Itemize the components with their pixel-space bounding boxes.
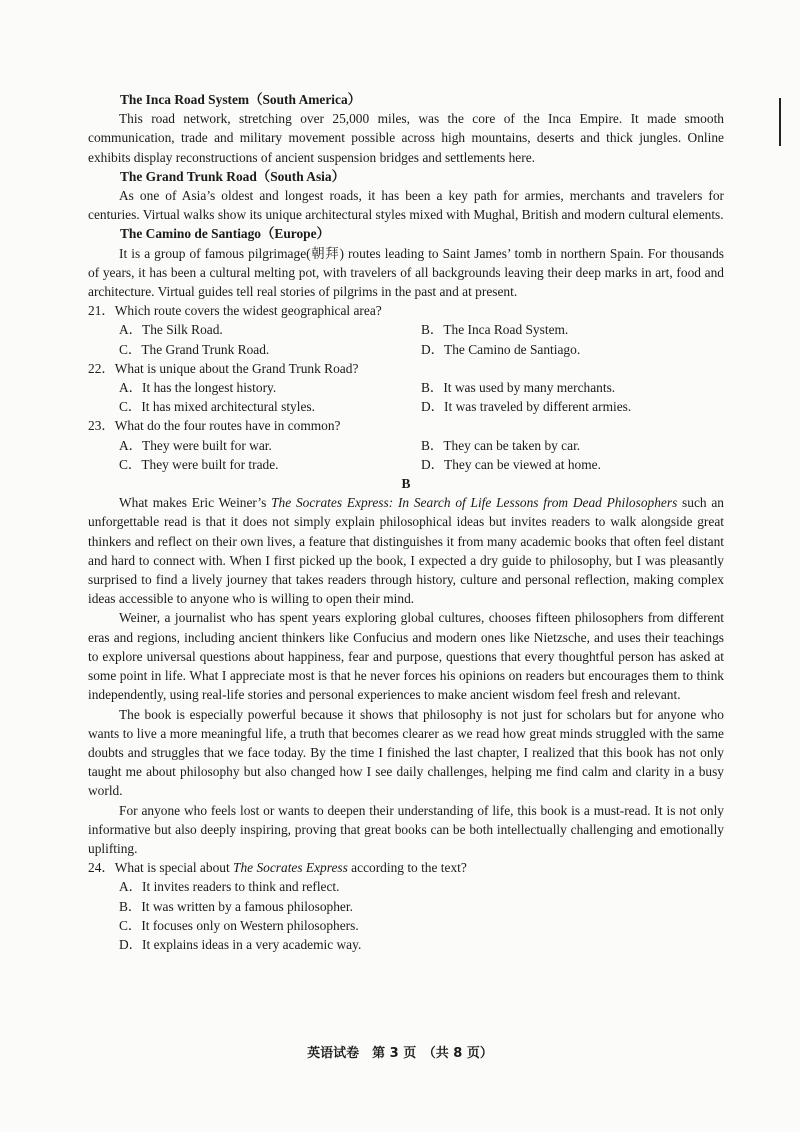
question-23 — [88, 416, 724, 474]
question-stem — [88, 858, 724, 877]
option-d[interactable]: D．It explains ideas in a very academic way. — [119, 936, 362, 952]
margin-mark — [779, 98, 781, 146]
options — [88, 436, 724, 474]
option-d[interactable]: D．It was traveled by different armies. — [421, 399, 632, 415]
option-b[interactable]: B．It was used by many merchants. — [421, 380, 616, 396]
stem-text: according to the text? — [347, 860, 467, 876]
question-22 — [88, 359, 724, 417]
book-title: The Socrates Express — [233, 860, 348, 876]
route-heading-grand-trunk: The Grand Trunk Road（South Asia） — [120, 168, 345, 184]
route-text-grand-trunk: As one of Asia’s oldest and longest roads, it has been a key path for armies, merchants and travelers for centuries. Virtual walks show its unique architectural styles mixed with Mughal, British and modern cultural elements. — [88, 188, 724, 223]
question-24 — [88, 858, 724, 954]
option-d[interactable]: D．The Camino de Santiago. — [421, 341, 581, 357]
options — [88, 877, 724, 954]
option-b[interactable]: B．It was written by a famous philosopher. — [119, 898, 353, 914]
question-21 — [88, 301, 724, 359]
stem-text: 24．What is special about — [88, 860, 234, 876]
question-stem: 23．What do the four routes have in common? — [88, 418, 341, 434]
option-c[interactable]: C．The Grand Trunk Road. — [119, 341, 270, 357]
option-a[interactable]: A．They were built for war. — [119, 437, 272, 453]
page-footer: 英语试卷 第 3 页 （共 8 页） — [307, 1046, 493, 1061]
route-heading-camino: The Camino de Santiago（Europe） — [120, 226, 330, 242]
passage-b-paragraph-4: For anyone who feels lost or wants to deepen their understanding of life, this book is a must-read. It is not only informative but also deeply inspiring, proving that great books can be both intellectually challenging and emotionally uplifting. — [88, 802, 724, 856]
passage-b-paragraph-2: Weiner, a journalist who has spent years exploring global cultures, chooses fifteen philosophers from different eras and regions, including ancient thinkers like Confucius and modern ones like Nietzsche, and uses their teachings to explore universal questions about happiness, fear and purpose, questions that every thoughtful person has asked at some point in life. What I appreciate most is that he never forces his opinions on readers but encourages them to think independently, using real-life stories and personal experiences to make ancient wisdom feel fresh and relevant. — [88, 610, 724, 703]
route-text-camino: It is a group of famous pilgrimage(朝拜) routes leading to Saint James’ tomb in northern Spain. For thousands of years, it has been a cultural melting pot, with travelers of all backgrounds leaving their deep marks in art, food and architecture. Virtual guides tell real stories of pilgrims in the past and at present. — [88, 245, 724, 300]
paragraph-text: What makes Eric Weiner’s — [119, 495, 272, 511]
question-stem: 21．Which route covers the widest geographical area? — [88, 303, 382, 319]
option-a[interactable]: A．It has the longest history. — [119, 380, 277, 396]
options — [88, 378, 724, 416]
paragraph-text: such an unforgettable read is that it does not simply explain philosophical ideas but invites readers to walk alongside great thinkers and reflect on their own lives, a feature that distinguishes it from many academic books that often feel distant and hard to connect with. When I first picked up the book, I expected a dry guide to philosophy, but I was pleasantly surprised to find a lively journey that takes readers through history, culture and personal reflection, making complex ideas accessible to anyone who is willing to open their mind. — [88, 495, 724, 607]
option-c[interactable]: C．They were built for trade. — [119, 456, 279, 472]
option-a[interactable]: A．The Silk Road. — [119, 322, 223, 338]
option-c[interactable]: C．It focuses only on Western philosophers. — [119, 917, 359, 933]
section-letter-b: B — [401, 476, 411, 492]
question-stem: 22．What is unique about the Grand Trunk Road? — [88, 360, 359, 376]
option-b[interactable]: B．They can be taken by car. — [421, 437, 581, 453]
option-d[interactable]: D．They can be viewed at home. — [421, 456, 601, 472]
route-heading-inca: The Inca Road System（South America） — [120, 92, 362, 107]
exam-page — [88, 90, 724, 954]
passage-b-paragraph-1 — [88, 493, 724, 608]
option-c[interactable]: C．It has mixed architectural styles. — [119, 399, 315, 415]
option-a[interactable]: A．It invites readers to think and reflect. — [119, 879, 340, 895]
book-title: The Socrates Express: In Search of Life Lessons from Dead Philosophers — [271, 495, 678, 511]
option-b[interactable]: B．The Inca Road System. — [421, 322, 569, 338]
options — [88, 320, 724, 358]
route-text-inca: This road network, stretching over 25,000 miles, was the core of the Inca Empire. It made smooth communication, trade and military movement possible across high mountains, deserts and thick jungles. Online exhibits display reconstructions of ancient suspension bridges and settlements here. — [88, 111, 724, 165]
passage-b-paragraph-3: The book is especially powerful because it shows that philosophy is not just for scholars but for anyone who wants to live a more meaningful life, a truth that becomes clearer as we read how great minds struggled with the same doubts and struggles that we face today. By the time I finished the last chapter, I realized that this book has not only taught me about philosophy but also changed how I see daily challenges, helping me find calm and clarity in a busy world. — [88, 706, 724, 799]
